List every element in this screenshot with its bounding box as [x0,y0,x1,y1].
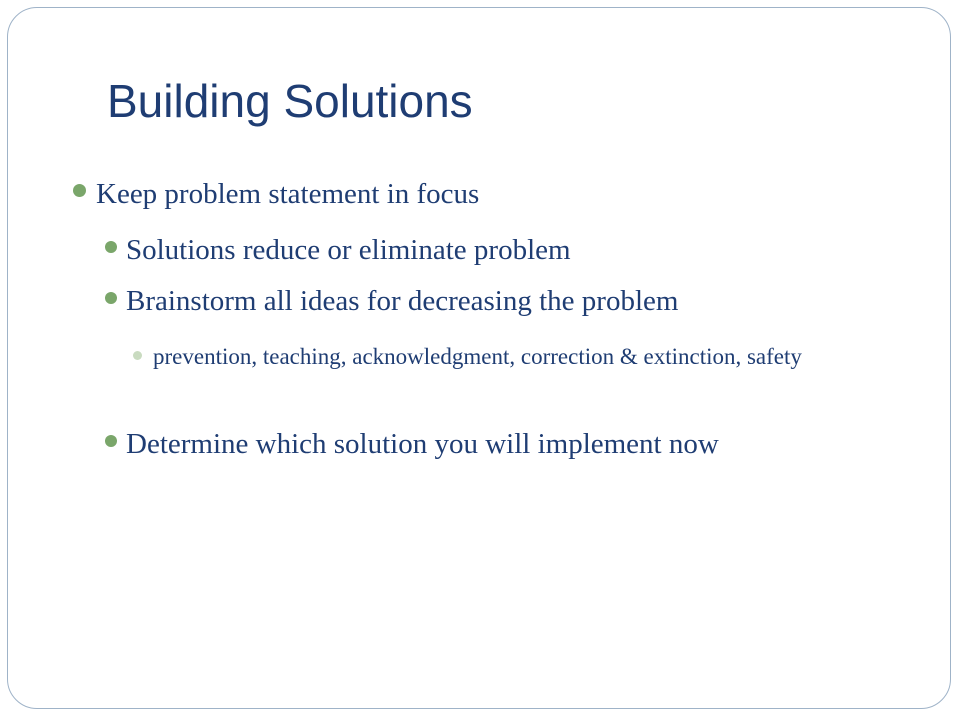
bullet-dot-icon [73,184,86,197]
slide-title: Building Solutions [107,75,473,127]
bullet-text: Brainstorm all ideas for decreasing the problem [126,285,679,317]
bullet-text: prevention, teaching, acknowledgment, correction & extinction, safety [153,344,802,369]
bullet-dot-icon [105,435,117,447]
bullet-level-2 [105,285,678,318]
bullet-text: Solutions reduce or eliminate problem [126,234,571,266]
bullet-text: Keep problem statement in focus [96,178,480,210]
bullet-text: Determine which solution you will implement now [126,428,719,460]
bullet-dot-icon [105,241,117,253]
bullet-level-1 [73,178,479,211]
bullet-level-2 [105,428,719,461]
bullet-level-3 [133,338,833,376]
bullet-dot-icon [105,292,117,304]
bullet-level-2 [105,234,571,267]
bullet-dot-icon [133,351,142,360]
